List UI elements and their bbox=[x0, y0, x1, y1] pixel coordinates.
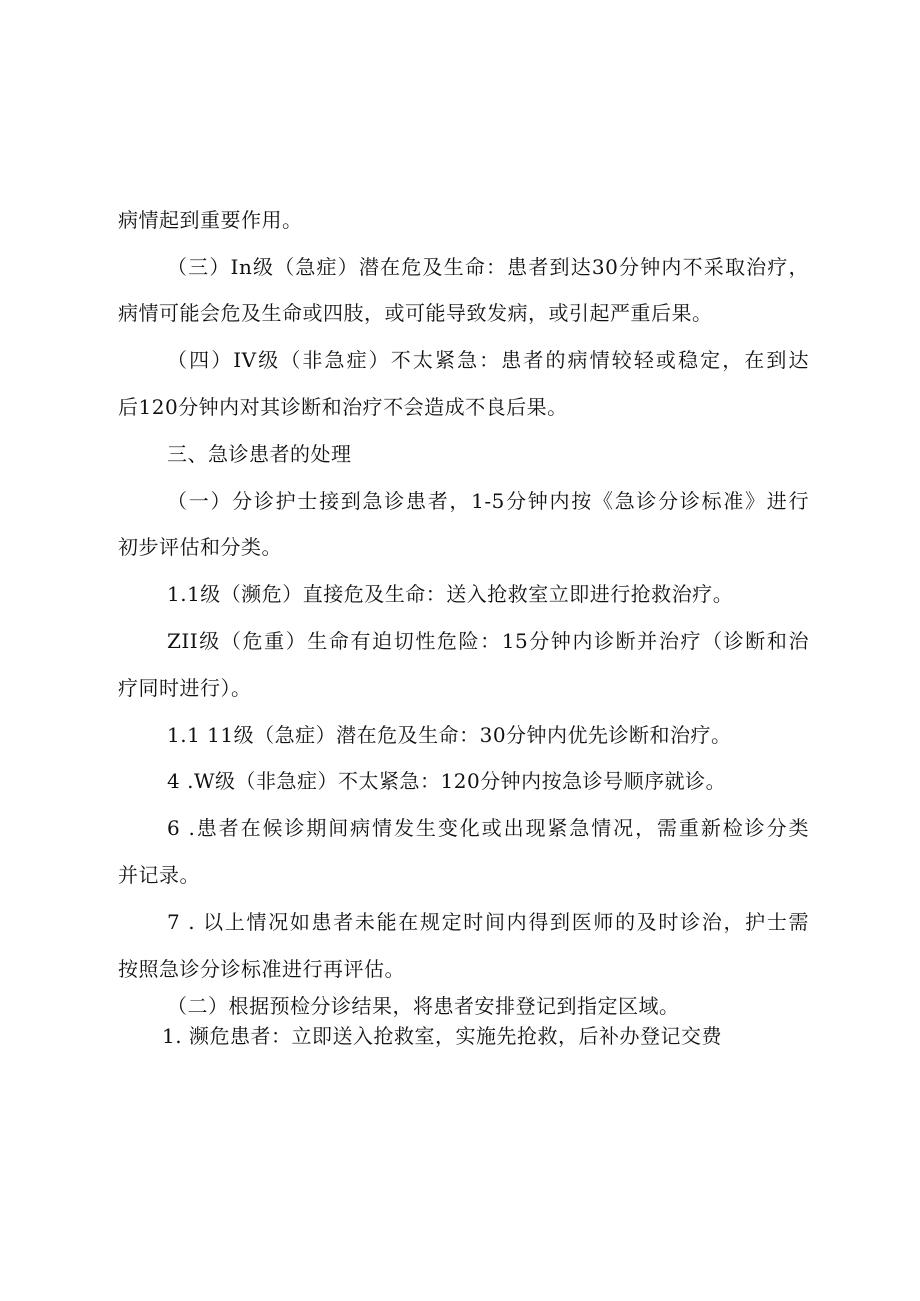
paragraph-line-12: 1.1 11级（急症）潜在危及生命：30分钟内优先诊断和治疗。 bbox=[167, 723, 732, 747]
paragraph-line-14: 6 .患者在候诊期间病情发生变化或出现紧急情况，需重新检诊分类 bbox=[167, 816, 809, 840]
paragraph-line-3: 病情可能会危及生命或四肢，或可能导致发病，或引起严重后果。 bbox=[118, 301, 713, 325]
section-heading: 三、急诊患者的处理 bbox=[167, 442, 352, 466]
paragraph-line-19: 1. 濒危患者：立即送入抢救室，实施先抢救，后补办登记交费 bbox=[162, 1024, 722, 1048]
paragraph-line-2: （三）In级（急症）潜在危及生命：患者到达30分钟内不采取治疗， bbox=[167, 255, 809, 279]
paragraph-line-9: 1.1级（濒危）直接危及生命：送入抢救室立即进行抢救治疗。 bbox=[167, 582, 734, 606]
paragraph-line-8: 初步评估和分类。 bbox=[118, 535, 282, 559]
paragraph-line-13: 4 .W级（非急症）不太紧急：120分钟内按急诊号顺序就诊。 bbox=[167, 769, 727, 793]
paragraph-line-5: 后120分钟内对其诊断和治疗不会造成不良后果。 bbox=[118, 395, 568, 419]
paragraph-line-17: 按照急诊分诊标准进行再评估。 bbox=[118, 957, 405, 981]
paragraph-line-7: （一）分诊护士接到急诊患者，1-5分钟内按《急诊分诊标准》进行 bbox=[167, 489, 809, 513]
paragraph-line-4: （四）IV级（非急症）不太紧急：患者的病情较轻或稳定，在到达 bbox=[167, 348, 809, 372]
paragraph-line-18: （二）根据预检分诊结果，将患者安排登记到指定区域。 bbox=[167, 994, 680, 1018]
paragraph-line-16: 7 . 以上情况如患者未能在规定时间内得到医师的及时诊治，护士需 bbox=[167, 910, 809, 934]
paragraph-line-11: 疗同时进行）。 bbox=[118, 676, 252, 700]
paragraph-line-1: 病情起到重要作用。 bbox=[118, 208, 303, 232]
paragraph-line-15: 并记录。 bbox=[118, 863, 200, 887]
paragraph-line-10: ZII级（危重）生命有迫切性危险：15分钟内诊断并治疗（诊断和治 bbox=[167, 629, 809, 653]
